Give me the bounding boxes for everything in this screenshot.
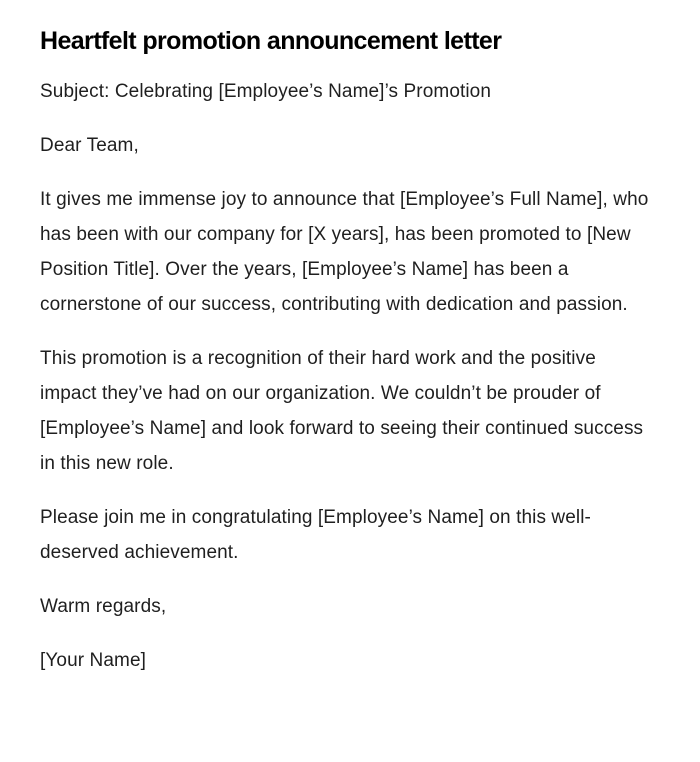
letter-paragraph-congratulate: Please join me in congratulating [Employee’s Name] on this well-deserved achievement. [40,507,591,563]
letter-greeting: Dear Team, [40,135,139,156]
letter-title: Heartfelt promotion announcement letter [40,27,502,55]
letter-document [40,24,650,697]
letter-paragraph-recognition: This promotion is a recognition of their hard work and the positive impact they’ve had on our organization. We couldn’t be prouder of [Employee’s Name] and look forward to seeing their continued success in this new role. [40,348,644,474]
letter-signature: [Your Name] [40,650,147,671]
letter-closing: Warm regards, [40,596,167,617]
letter-subject: Subject: Celebrating [Employee’s Name]’s Promotion [40,81,492,102]
letter-paragraph-announcement: It gives me immense joy to announce that [Employee’s Full Name], who has been with our company for [X years], has been promoted to [New Position Title]. Over the years, [Employee’s Name] has been a cornerstone of our success, contributing with dedication and passion. [40,189,649,315]
